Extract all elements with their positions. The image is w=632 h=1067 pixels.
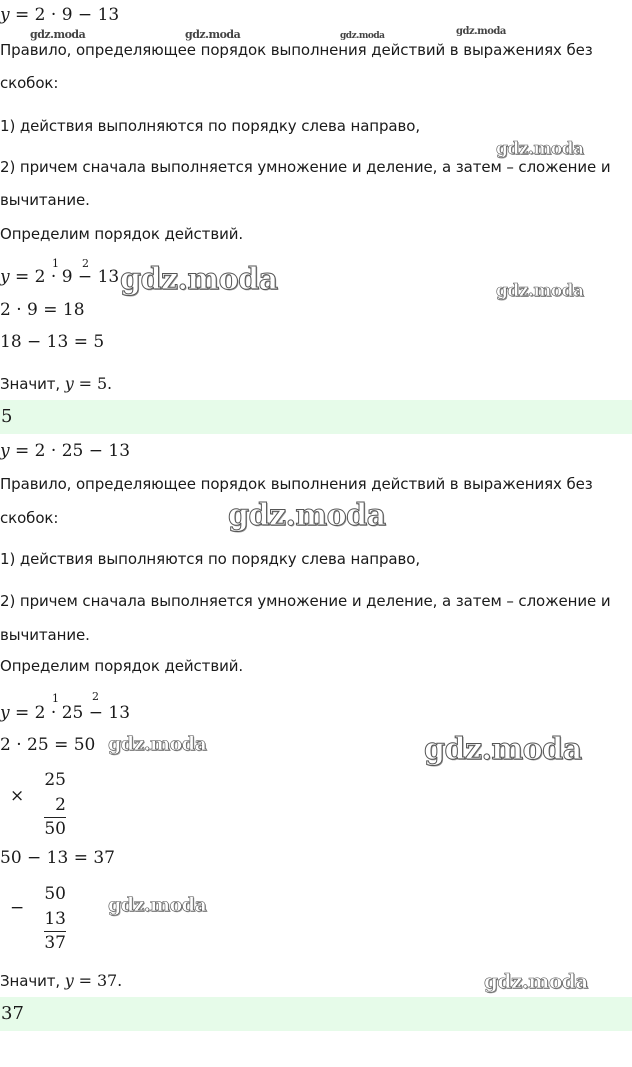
watermark: gdz.moda bbox=[108, 894, 207, 916]
column-result: 37 bbox=[44, 933, 66, 953]
variable-y: y bbox=[0, 441, 10, 461]
column-top: 50 bbox=[44, 884, 66, 904]
order-text: Определим порядок действий. bbox=[0, 225, 244, 243]
watermark: gdz.moda bbox=[120, 262, 278, 297]
variable-y: y bbox=[64, 971, 74, 990]
watermark: gdz.moda bbox=[228, 498, 386, 533]
rule-step-2-line-1: 2) причем сначала выполняется умножение и деление, а затем – сложение и bbox=[0, 158, 611, 176]
equation-2: y = 2 · 25 − 13 bbox=[0, 441, 131, 461]
equation-2-expr: 2 · 25 − 13 bbox=[34, 441, 131, 461]
column-result: 50 bbox=[44, 819, 66, 839]
column-subtraction bbox=[0, 882, 66, 954]
order-mark-1: 1 bbox=[52, 257, 59, 270]
order-text: Определим порядок действий. bbox=[0, 657, 244, 675]
watermark: gdz.moda bbox=[185, 28, 241, 41]
rule-line-1: Правило, определяющее порядок выполнения действий в выражениях без bbox=[0, 41, 593, 59]
answer-box-2: 37 bbox=[0, 997, 632, 1031]
watermark: gdz.moda bbox=[340, 31, 385, 41]
conclusion-prefix: Значит, bbox=[0, 972, 61, 990]
variable-y: y bbox=[64, 374, 74, 393]
column-line bbox=[44, 931, 66, 932]
order-mark-2: 2 bbox=[92, 690, 99, 703]
column-bottom: 2 bbox=[55, 795, 66, 815]
rule-line-2: скобок: bbox=[0, 509, 59, 527]
watermark: gdz.moda bbox=[484, 969, 588, 993]
watermark: gdz.moda bbox=[424, 732, 582, 767]
calc-2: 18 − 13 = 5 bbox=[0, 332, 105, 352]
conclusion-prefix: Значит, bbox=[0, 375, 61, 393]
variable-y: y bbox=[0, 5, 10, 25]
calc-2: 50 − 13 = 37 bbox=[0, 848, 115, 868]
order-expression: y = 2 · 25 − 13 bbox=[0, 703, 131, 723]
watermark: gdz.moda bbox=[496, 281, 584, 301]
equation-1-expr: 2 · 9 − 13 bbox=[34, 5, 120, 25]
answer-box-1: 5 bbox=[0, 400, 632, 434]
rule-step-2-line-1: 2) причем сначала выполняется умножение и деление, а затем – сложение и bbox=[0, 592, 611, 610]
rule-step-1: 1) действия выполняются по порядку слева направо, bbox=[0, 117, 420, 135]
variable-y: y bbox=[0, 267, 10, 287]
order-expr: 2 · 25 − 13 bbox=[34, 703, 131, 723]
order-mark-1: 1 bbox=[52, 692, 59, 705]
column-op: − bbox=[10, 898, 25, 918]
equation-1: y = 2 · 9 − 13 bbox=[0, 5, 120, 25]
column-line bbox=[44, 817, 66, 818]
rule-step-1: 1) действия выполняются по порядку слева направо, bbox=[0, 550, 420, 568]
column-op: × bbox=[10, 786, 25, 806]
conclusion-value: 37. bbox=[96, 971, 123, 990]
conclusion: Значит, y = 37. bbox=[0, 971, 123, 990]
rule-line-2: скобок: bbox=[0, 74, 59, 92]
column-multiplication bbox=[0, 768, 66, 840]
variable-y: y bbox=[0, 703, 10, 723]
calc-1: 2 · 25 = 50 bbox=[0, 735, 96, 755]
order-mark-2: 2 bbox=[82, 257, 89, 270]
column-top: 25 bbox=[44, 770, 66, 790]
rule-step-2-line-2: вычитание. bbox=[0, 626, 90, 644]
order-expression: y = 2 · 9 − 13 bbox=[0, 267, 120, 287]
watermark: gdz.moda bbox=[496, 139, 584, 159]
watermark: gdz.moda bbox=[456, 26, 506, 37]
rule-line-1: Правило, определяющее порядок выполнения действий в выражениях без bbox=[0, 475, 593, 493]
conclusion: Значит, y = 5. bbox=[0, 374, 113, 393]
rule-step-2-line-2: вычитание. bbox=[0, 191, 90, 209]
order-expr: 2 · 9 − 13 bbox=[34, 267, 120, 287]
conclusion-value: 5. bbox=[96, 374, 113, 393]
calc-1: 2 · 9 = 18 bbox=[0, 300, 85, 320]
column-bottom: 13 bbox=[44, 909, 66, 929]
watermark: gdz.moda bbox=[108, 733, 207, 755]
watermark: gdz.moda bbox=[30, 28, 86, 41]
